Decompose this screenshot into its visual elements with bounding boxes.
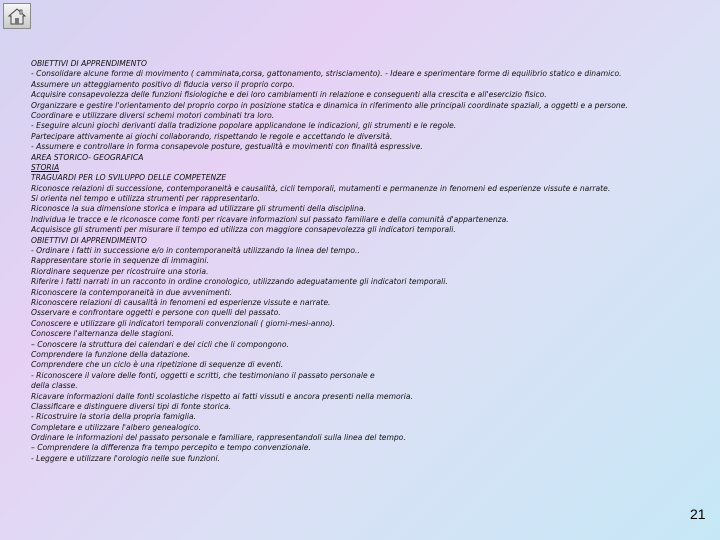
text-line: Acquisisce gli strumenti per misurare il tempo ed utilizza con maggiore consapevolezza gli indicatori temporali. <box>31 225 456 235</box>
text-line: AREA STORICO- GEOGRAFICA <box>31 152 144 162</box>
text-line: Classificare e distinguere diversi tipi di fonte storica. <box>31 401 232 411</box>
text-line: Completare e utilizzare l'albero genealogico. <box>31 422 202 432</box>
text-line: Individua le tracce e le riconosce come fonti per ricavare informazioni sul passato familiare e della comunità d'appartenenza. <box>31 214 509 224</box>
text-line: - Assumere e controllare in forma consapevole posture, gestualità e movimenti con finalità espressive. <box>31 142 423 152</box>
text-line: - Ricostruire la storia della propria famiglia. <box>31 412 197 422</box>
home-button[interactable] <box>3 3 31 29</box>
text-line: Si orienta nel tempo e utilizza strumenti per rappresentarlo. <box>31 194 260 204</box>
text-line: Conoscere e utilizzare gli indicatori temporali convenzionali ( giorni-mesi-anno). <box>31 318 336 328</box>
text-line: Riconoscere la contemporaneità in due avvenimenti. <box>31 287 233 297</box>
page-number: 21 <box>690 506 706 522</box>
home-icon <box>7 7 27 26</box>
text-line: OBIETTIVI DI APPRENDIMENTO <box>31 59 147 68</box>
text-line: Comprendere che un ciclo è una ripetizione di sequenze di eventi. <box>31 360 284 370</box>
text-line: Comprendere la funzione della datazione. <box>31 349 191 359</box>
text-line: - Riconoscere il valore delle fonti, oggetti e scritti, che testimoniano il passato personale e <box>31 370 375 380</box>
text-line: Ordinare le informazioni del passato personale e familiare, rappresentandoli sulla linea del tempo. <box>31 433 406 443</box>
text-line: Riconosce la sua dimensione storica e impara ad utilizzare gli strumenti della disciplina. <box>31 204 367 214</box>
text-line: – Conoscere la struttura dei calendari e dei cicli che li compongono. <box>31 339 289 349</box>
text-line: - Ordinare i fatti in successione e/o in contemporaneità utilizzando la linea del tempo.. <box>31 246 360 256</box>
text-line: Partecipare attivamente ai giochi collaborando, rispettando le regole e accettando le diversità. <box>31 131 393 141</box>
text-line: Osservare e confrontare oggetti e persone con quelli del passato. <box>31 308 281 318</box>
text-line: Conoscere l'alternanza delle stagioni. <box>31 329 174 339</box>
text-line: – Comprendere la differenza fra tempo percepito e tempo convenzionale. <box>31 443 311 453</box>
text-line: - Consolidare alcune forme di movimento ( camminata,corsa, gattonamento, strisciamento). - Ideare e sperimentare forme di equilibrio statico e dinamico. <box>31 69 622 79</box>
text-line: Riordinare sequenze per ricostruire una storia. <box>31 266 209 276</box>
text-line: Riferire i fatti narrati in un racconto in ordine cronologico, utilizzando adeguatamente gli indicatori temporali. <box>31 277 448 287</box>
text-line: Assumere un atteggiamento positivo di fiducia verso il proprio corpo. <box>31 79 295 89</box>
text-line: - Leggere e utilizzare l'orologio nelle sue funzioni. <box>31 453 220 463</box>
text-line: Riconoscere relazioni di causalità in fenomeni ed esperienze vissute e narrate. <box>31 297 331 307</box>
document-text <box>31 59 701 464</box>
text-line: OBIETTIVI DI APPRENDIMENTO <box>31 235 147 245</box>
text-line: TRAGUARDI PER LO SVILUPPO DELLE COMPETENZE <box>31 173 227 183</box>
text-line: Rappresentare storie in sequenze di immagini. <box>31 256 209 266</box>
text-line: Ricavare informazioni dalle fonti scolastiche rispetto ai fatti vissuti e ancora presenti nella memoria. <box>31 391 413 401</box>
text-line: Coordinare e utilizzare diversi schemi motori combinati tra loro. <box>31 110 275 120</box>
text-line: Acquisire consapevolezza delle funzioni fisiologiche e dei loro cambiamenti in relazione e conseguenti alla crescita e all'esercizio fisico. <box>31 90 547 100</box>
text-line: - Eseguire alcuni giochi derivanti dalla tradizione popolare applicandone le indicazioni, gli strumenti e le regole. <box>31 121 457 131</box>
text-line: STORIA <box>31 162 60 172</box>
text-line: Riconosce relazioni di successione, contemporaneità e causalità, cicli temporali, mutamenti e permanenze in fenomeni ed esperienze vissute e narrate. <box>31 183 611 193</box>
text-line: Organizzare e gestire l'orientamento del proprio corpo in posizione statica e dinamica in riferimento alle principali coordinate spaziali, a oggetti e a persone. <box>31 100 628 110</box>
text-line: della classe. <box>31 381 78 391</box>
